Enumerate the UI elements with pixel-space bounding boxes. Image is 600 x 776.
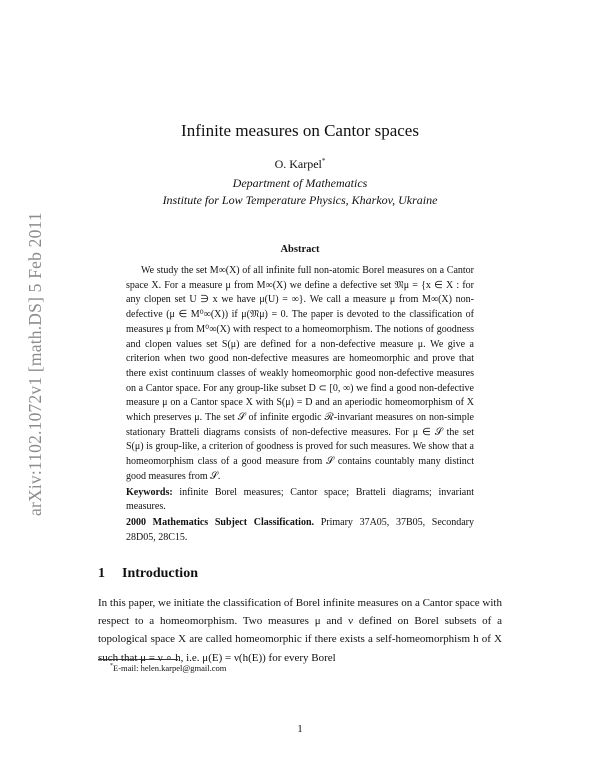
abstract-body [126, 264, 474, 545]
keywords-text: infinite Borel measures; Cantor space; Bratteli diagrams; invariant measures. [126, 486, 474, 513]
section-heading [98, 566, 198, 582]
author-name: O. Karpel [274, 157, 322, 171]
footnote-mark: * [110, 663, 113, 670]
arxiv-identifier-stamp: arXiv:1102.1072v1 [math.DS] 5 Feb 2011 [25, 212, 45, 516]
footnote [110, 663, 226, 673]
author-line [0, 157, 600, 172]
footnote-rule [98, 659, 178, 660]
author-institute: Institute for Low Temperature Physics, Kharkov, Ukraine [162, 193, 438, 207]
paper-title: Infinite measures on Cantor spaces [181, 121, 419, 140]
author-department: Department of Mathematics [232, 176, 368, 190]
abstract-heading: Abstract [280, 244, 320, 255]
msc-line [126, 516, 474, 545]
section-title: Introduction [122, 566, 198, 581]
keywords-line [126, 486, 474, 515]
msc-text: Primary 37A05, 37B05, Secondary 28D05, 28C15. [126, 516, 475, 543]
keywords-label: Keywords: [126, 486, 173, 498]
section-number: 1 [98, 566, 105, 581]
footnote-email: E-mail: helen.karpel@gmail.com [113, 663, 227, 673]
author-footnote-mark: * [321, 157, 326, 165]
abstract-paragraph: We study the set M∞(X) of all infinite full non-atomic Borel measures on a Cantor space X. For a measure μ from M∞(X) we define a defective set 𝔐μ = {x ∈ X : for any clopen set U ∋ x we have μ(U) = ∞}. We call a measure μ from M∞(X) non-defective (μ ∈ M⁰∞(X)) if μ(𝔐μ) = 0. The paper is devoted to the classification of measures μ from M⁰∞(X) with respect to a homeomorphism. The notions of goodness and clopen values set S(μ) are defined for a non-defective measure μ. We give a criterion when two good non-defective measures are homeomorphic and prove that there exist continuum classes of weakly homeomorphic good non-defective measures on a Cantor space. For any group-like subset D ⊂ [0, ∞) we find a good non-defective measure μ on a Cantor space X with S(μ) = D and an aperiodic homeomorphism of X which preserves μ. The set 𝒮 of infinite ergodic ℛ-invariant measures on non-simple stationary Bratteli diagrams consists of non-defective measures. For μ ∈ 𝒮 the set S(μ) is group-like, a criterion of goodness is proved for such measures. We show that a homeomorphism class of a good measure from 𝒮 contains countably many distinct good measures from 𝒮. [126, 265, 474, 482]
msc-label: 2000 Mathematics Subject Classification. [126, 516, 315, 528]
introduction-paragraph: In this paper, we initiate the classification of Borel infinite measures on a Cantor space with respect to a homeomorphism. Two measures μ and ν defined on Borel subsets of a topological space X are called homeomorphic if there exists a self-homeomorphism h of X such that μ = ν ∘ h, i.e. μ(E) = ν(h(E)) for every Borel [98, 597, 502, 664]
page-number: 1 [297, 723, 303, 735]
